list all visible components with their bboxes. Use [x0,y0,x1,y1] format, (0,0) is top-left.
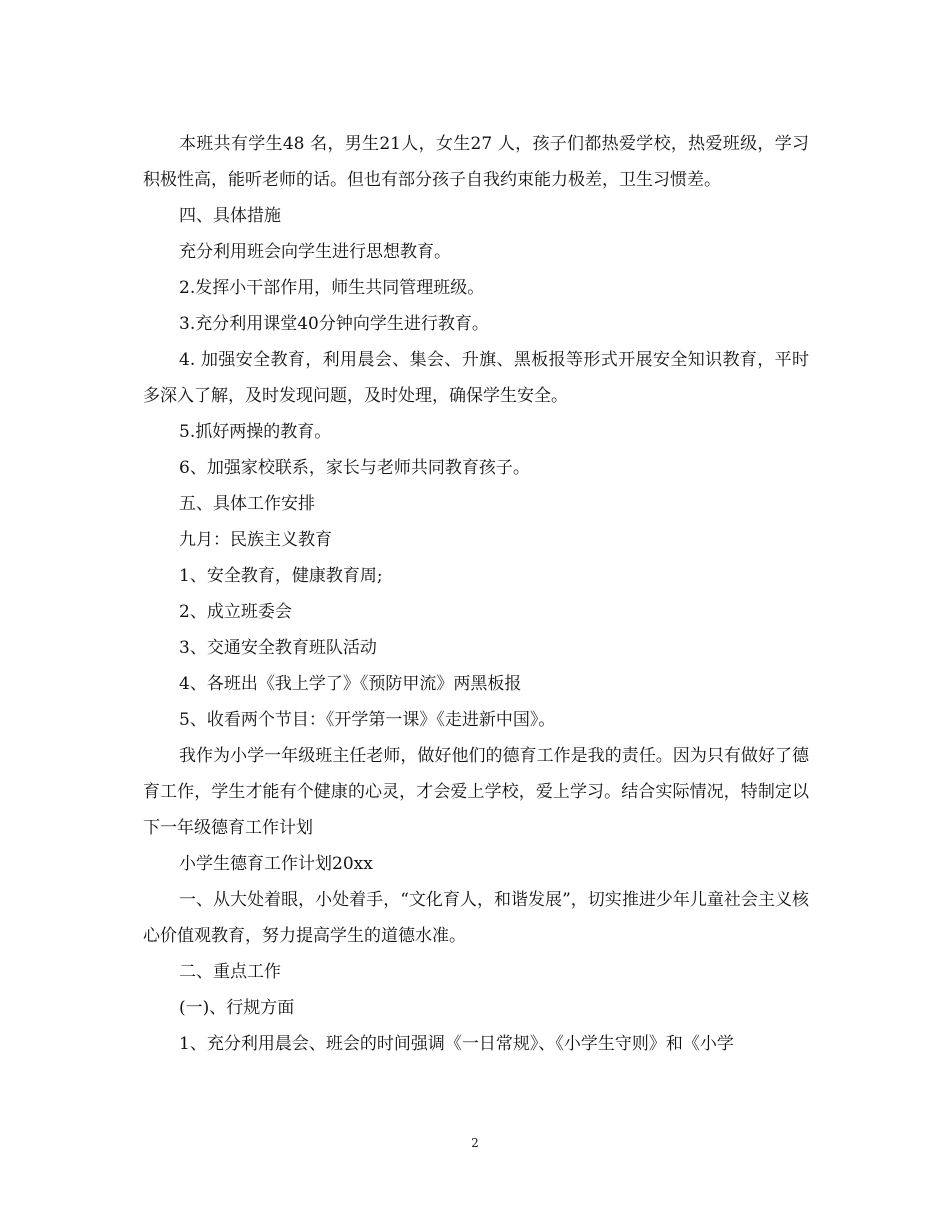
paragraph-teacher-intro: 我作为小学一年级班主任老师，做好他们的德育工作是我的责任。因为只有做好了德育工作，学生才能有个健康的心灵，才会爱上学校，爱上学习。结合实际情况，特制定以下一年级德育工作计划 [143,746,809,838]
subheading-september: 九月：民族主义教育 [179,530,332,550]
list-item: 2、成立班委会 [179,602,292,622]
page-number: 2 [471,1136,479,1150]
list-item: 4、各班出《我上学了》《预防甲流》两黑板报 [179,674,522,694]
section-title: 小学生德育工作计划20xx [179,854,373,874]
list-item: 1、安全教育，健康教育周; [179,566,383,586]
list-item: 5.抓好两操的教育。 [179,422,332,442]
list-item: 充分利用班会向学生进行思想教育。 [179,242,451,262]
heading-key-work: 二、重点工作 [179,962,281,982]
list-item: 1、充分利用晨会、班会的时间强调《一日常规》、《小学生守则》和《小学 [179,1034,734,1054]
list-item: 5、收看两个节目：《开学第一课》《走进新中国》。 [179,710,556,730]
subheading-conduct: (一)、行规方面 [179,998,295,1018]
heading-specific-measures: 四、具体措施 [179,206,281,226]
list-item: 3.充分利用课堂40分钟向学生进行教育。 [179,314,489,334]
list-item: 4. 加强安全教育，利用晨会、集会、升旗、黑板报等形式开展安全知识教育，平时多深入了解，及时发现问题，及时处理，确保学生安全。 [143,350,809,406]
document-body [143,126,809,1062]
list-item: 2.发挥小干部作用，师生共同管理班级。 [179,278,485,298]
paragraph-class-overview: 本班共有学生48 名，男生21人，女生27 人，孩子们都热爱学校，热爱班级，学习积极性高，能听老师的话。但也有部分孩子自我约束能力极差，卫生习惯差。 [143,134,809,190]
heading-work-schedule: 五、具体工作安排 [179,494,315,514]
list-item: 6、加强家校联系，家长与老师共同教育孩子。 [179,458,530,478]
list-item: 3、交通安全教育班队活动 [179,638,377,658]
paragraph-principle: 一、从大处着眼，小处着手，“文化育人，和谐发展”，切实推进少年儿童社会主义核心价值观教育，努力提高学生的道德水准。 [143,890,809,946]
